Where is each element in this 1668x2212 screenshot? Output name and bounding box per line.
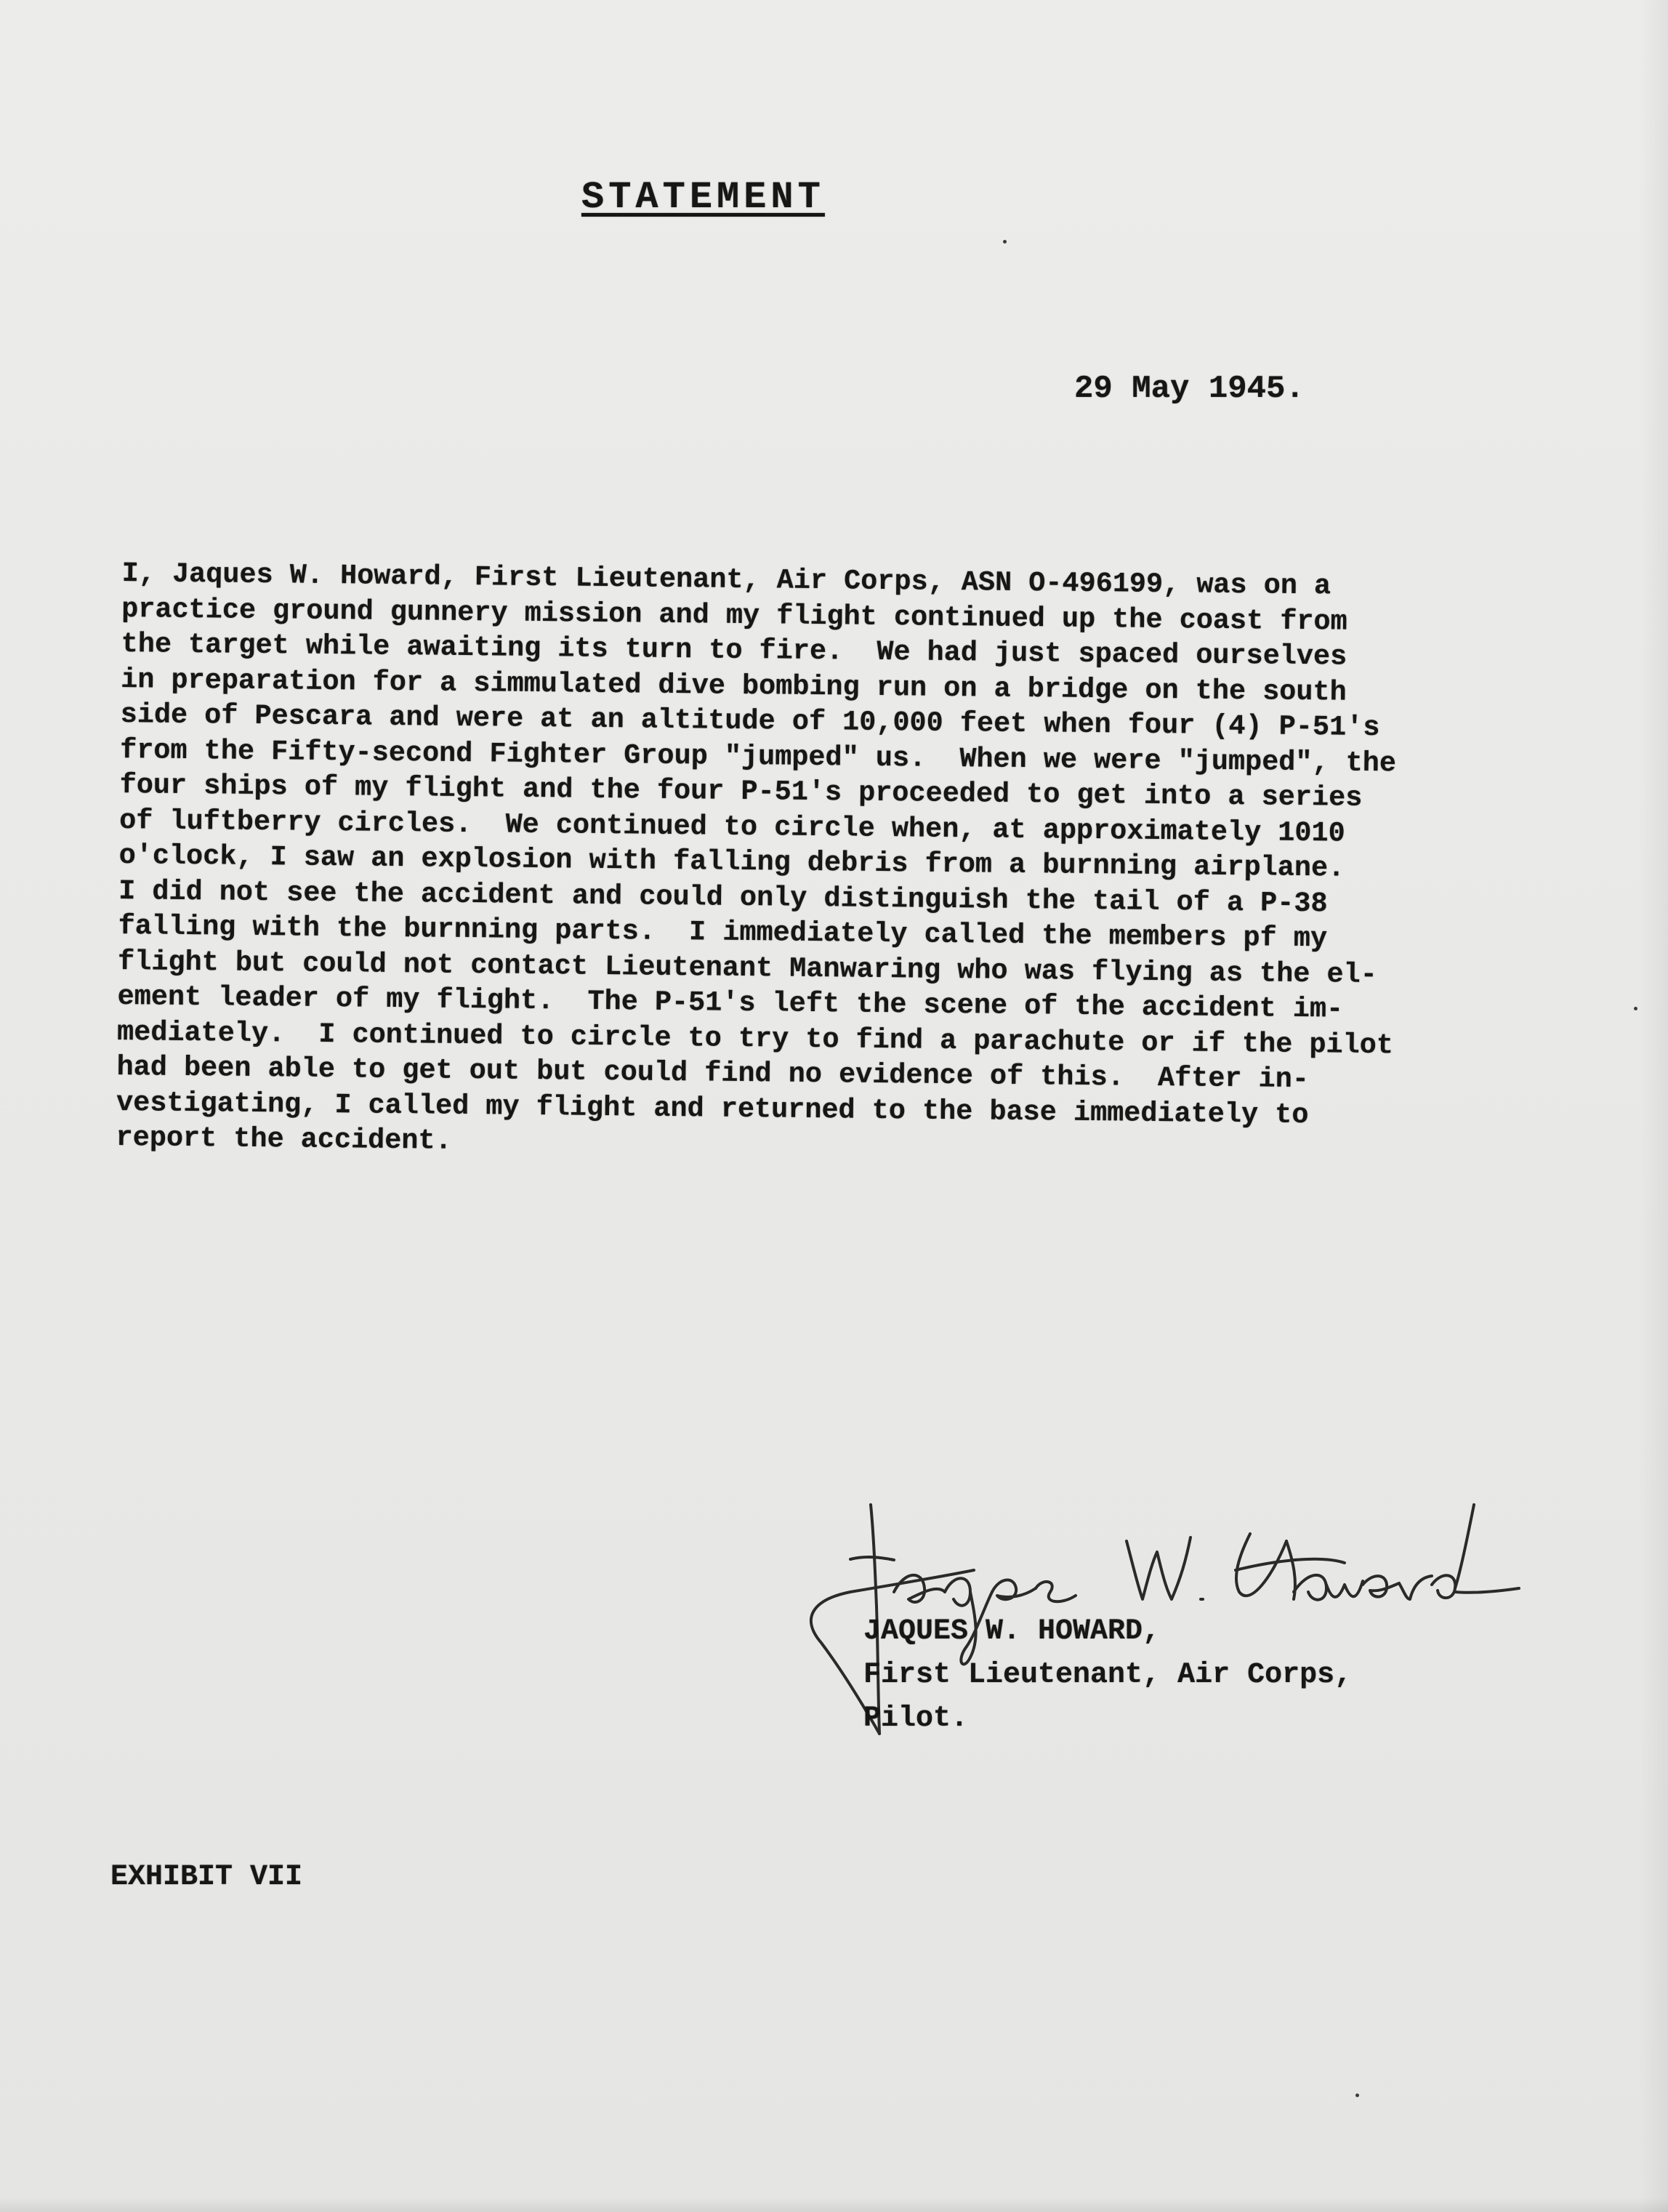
body-line: side of Pescara and were at an altitude of 10,000 feet when four (4) P-51's <box>120 698 1380 744</box>
page-edge-shadow <box>1639 0 1668 2212</box>
body-line: falling with the burnning parts. I immediately called the members pf my <box>118 909 1328 955</box>
document-date: 29 May 1945. <box>1074 371 1305 407</box>
body-line: practice ground gunnery mission and my flight continued up the coast from <box>121 592 1347 638</box>
body-line: report the accident. <box>116 1121 452 1157</box>
document-title: STATEMENT <box>581 176 825 219</box>
paper-speck <box>1634 1007 1637 1010</box>
signer-role: Pilot. <box>863 1702 969 1735</box>
body-line: of luftberry circles. We continued to circle when, at approximately 1010 <box>118 804 1345 850</box>
body-line: four ships of my flight and the four P-51's proceeded to get into a series <box>119 768 1363 814</box>
body-line: I did not see the accident and could only distinguish the tail of a P-38 <box>118 874 1328 920</box>
body-line: flight but could not contact Lieutenant Manwaring who was flying as the el- <box>117 945 1378 991</box>
body-line: ement leader of my flight. The P-51's left the scene of the accident im- <box>117 980 1344 1026</box>
body-line: from the Fifty-second Fighter Group "jumped" us. When we were "jumped", the <box>119 733 1397 779</box>
body-line: had been able to get out but could find no evidence of this. After in- <box>116 1050 1310 1096</box>
body-line: vestigating, I called my flight and returned to the base immediately to <box>116 1086 1309 1131</box>
body-line: the target while awaiting its turn to fire. We had just spaced ourselves <box>121 627 1347 673</box>
signer-name: JAQUES W. HOWARD, <box>863 1615 1161 1648</box>
body-line: mediately. I continued to circle to try to find a parachute or if the pilot <box>116 1015 1394 1061</box>
body-line: in preparation for a simmulated dive bombing run on a bridge on the south <box>120 663 1347 709</box>
exhibit-label: EXHIBIT VII <box>110 1861 303 1894</box>
body-line: I, Jaques W. Howard, First Lieutenant, Air Corps, ASN O-496199, was on a <box>121 557 1331 603</box>
statement-body <box>116 556 1590 1171</box>
paper-speck <box>1003 240 1007 244</box>
page-bottom-shadow <box>0 2197 1668 2212</box>
body-line: o'clock, I saw an explosion with falling debris from a burnning airplane. <box>118 839 1345 885</box>
paper-speck <box>1355 2094 1359 2097</box>
signature-block <box>863 1610 1352 1741</box>
signer-rank: First Lieutenant, Air Corps, <box>863 1659 1353 1692</box>
